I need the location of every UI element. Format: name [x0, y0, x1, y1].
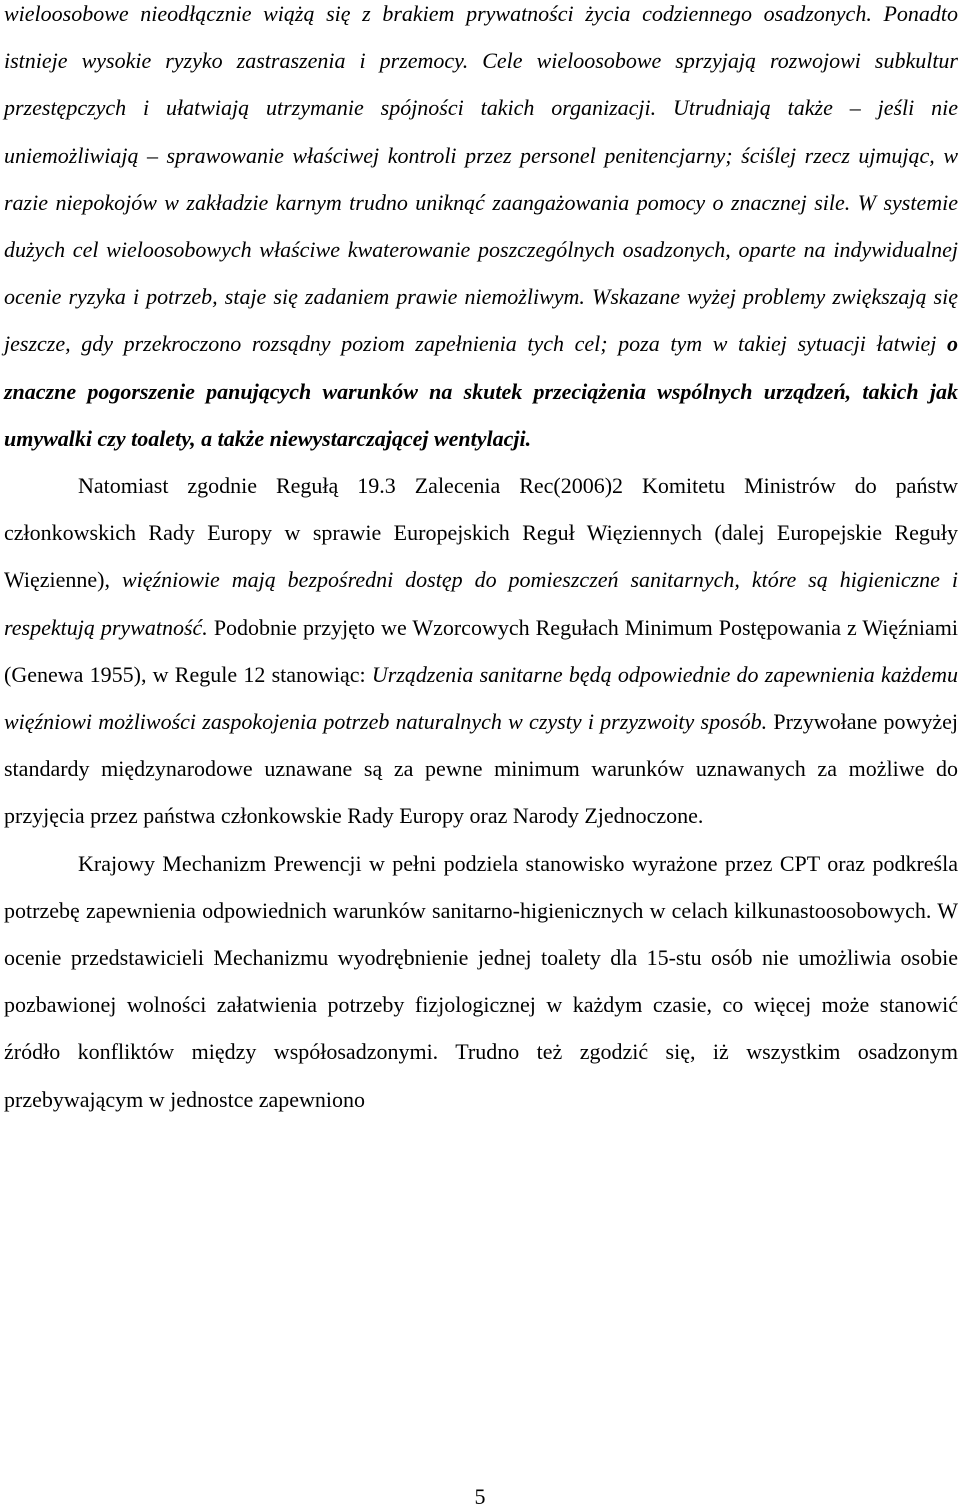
- paragraph-european-rules: [4, 462, 958, 840]
- paragraph-text: Krajowy Mechanizm Prewencji w pełni podziela stanowisko wyrażone przez CPT oraz podkreśla potrzebę zapewnienia odpowiednich warunków sanitarno-higienicznych w celach kilkunastoosobowych. W ocenie przedstawicieli Mechanizmu wyodrębnienie jednej toalety dla 15-stu osób nie umożliwia osobie pozbawionej wolności załatwienia potrzeby fizjologicznej w każdym czasie, co więcej może stanowić źródło konfliktów między współosadzonymi. Trudno też zgodzić się, iż wszystkim osadzonym przebywającym w jednostce zapewniono: [4, 850, 958, 1112]
- paragraph-text: Natomiast zgodnie Regułą 19.3 Zalecenia Rec(2006)2 Komitetu Ministrów do państw członkowskich Rady Europy w sprawie Europejskich Reguł Więziennych (dalej Europejskie Reguły Więzienne),: [4, 473, 958, 593]
- paragraph-kmp-position: [4, 840, 958, 1123]
- paragraph-text: Podobnie przyjęto we Wzorcowych Regułach Minimum Postępowania z Więźniami (Genewa 1955), w Regule 12 stanowiąc:: [4, 614, 959, 687]
- paragraph-text-italic: wieloosobowe nieodłącznie wiążą się z brakiem prywatności życia codziennego osadzonych. Ponadto istnieje wysokie ryzyko zastraszenia i przemocy. Cele wieloosobowe sprzyjają rozwojowi subkultur przestępczych i ułatwiają utrzymanie spójności takich organizacji. Utrudniają także – jeśli nie uniemożliwiają – sprawowanie właściwej kontroli przez personel penitencjarny; ściślej rzecz ujmując, w razie niepokojów w zakładzie karnym trudno uniknąć zaangażowania pomocy o znacznej sile. W systemie dużych cel wieloosobowych właściwe kwaterowanie poszczególnych osadzonych, oparte na indywidualnej ocenie ryzyka i potrzeb, staje się zadaniem prawie niemożliwym. Wskazane wyżej problemy zwiększają się jeszcze, gdy przekroczono rozsądny poziom zapełnienia tych cel; poza tym w takiej sytuacji łatwiej: [4, 1, 958, 357]
- paragraph-cells-risks: [4, 0, 958, 462]
- page-number: 5: [474, 1484, 486, 1509]
- paragraph-text-bold-italic: o znaczne pogorszenie panujących warunków na skutek przeciążenia wspólnych urządzeń, takich jak umywalki czy toalety, a także niewystarczającej wentylacji.: [4, 331, 958, 451]
- quote-european-rules: więźniowie mają bezpośredni dostęp do pomieszczeń sanitarnych, które są higieniczne i respektują prywatność.: [4, 567, 958, 640]
- paragraph-text: Przywołane powyżej standardy międzynarodowe uznawane są za pewne minimum warunków uznawanych za możliwe do przyjęcia przez państwa członkowskie Rady Europy oraz Narody Zjednoczone.: [4, 709, 958, 829]
- document-page: [4, 0, 958, 1123]
- quote-geneva-rules: Urządzenia sanitarne będą odpowiednie do zapewnienia każdemu więźniowi możliwości zaspokojenia potrzeb naturalnych w czysty i przyzwoity sposób.: [4, 661, 958, 735]
